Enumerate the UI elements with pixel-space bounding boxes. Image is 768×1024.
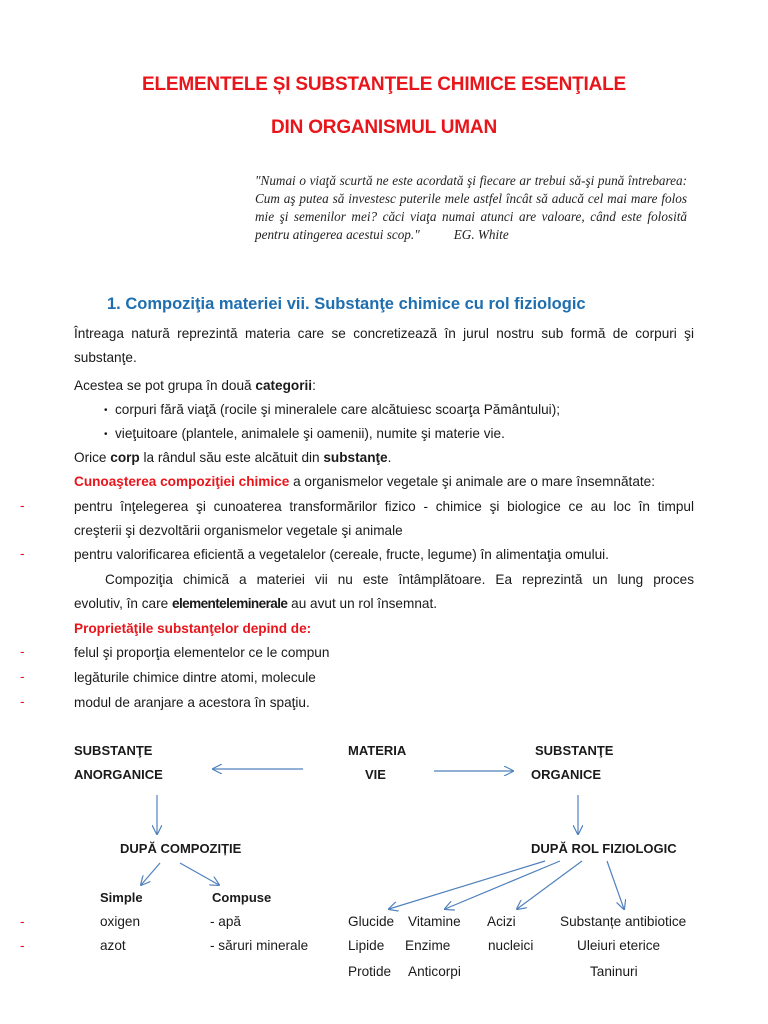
body-bold-corp: corp <box>110 450 140 465</box>
compound-header: Compuse <box>212 890 272 905</box>
composition-text: au avut un rol însemnat. <box>287 596 437 611</box>
section-heading: 1. Compoziţia materiei vii. Substanţe chimice cu rol fiziologic <box>107 295 586 313</box>
categories-colon: : <box>312 378 316 393</box>
importance-item: pentru valorificarea eficientă a vegetalelor (cereale, fructe, legume) în alimentaţia omului. <box>74 547 609 562</box>
arrow-role-glucide <box>389 861 545 909</box>
properties-heading: Proprietăţile substanţelor depind de: <box>74 621 312 636</box>
simple-item: azot <box>100 938 126 953</box>
body-text: . <box>387 450 392 465</box>
composition-text: evolutiv, în care <box>74 596 172 611</box>
arrow-role-vitamine <box>445 861 560 909</box>
organic-item: Enzime <box>405 938 451 953</box>
composition-bold: elementeleminerale <box>171 596 288 611</box>
node-living-matter-line1: MATERIA <box>348 743 407 758</box>
simple-item: oxigen <box>100 914 141 929</box>
dash-marker: - <box>20 938 25 953</box>
intro-line1: Întreaga natură reprezintă materia care se concretizează în jurul nostru sub formă de corpuri şi <box>74 326 694 341</box>
knowledge-text: a organismelor vegetale şi animale are o mare însemnătate: <box>289 474 656 489</box>
importance-line: creşterii şi dezvoltării organismelor vegetale şi animale <box>74 523 403 538</box>
organic-item: Vitamine <box>408 914 461 929</box>
organic-item: Substanțe antibiotice <box>560 914 687 929</box>
organic-item: nucleici <box>488 938 534 953</box>
categories-text: Acestea se pot grupa în două <box>74 378 256 393</box>
node-organic-line2: ORGANICE <box>531 767 602 782</box>
organic-item: Lipide <box>348 938 385 953</box>
arrow-role-acizi <box>517 861 582 909</box>
arrow-role-antibiotice <box>607 861 624 909</box>
node-by-physiological-role: DUPĂ ROL FIZIOLOGIC <box>531 841 677 856</box>
quote-text: "Numai o viaţă scurtă ne este acordată şi fiecare ar trebui să-şi pună întrebarea: Cum aş putea să investesc puterile mele astfel încât să aducă cel mai mare folos mie şi semenilor mei? căci viaţa numai atunci are valoare, când este folosită pentru atingerea acestui scop." <box>255 173 687 242</box>
arrow-composition-simple <box>141 863 160 885</box>
organic-item: Taninuri <box>590 964 638 979</box>
simple-header: Simple <box>100 890 143 905</box>
bullet-item: corpuri fără viaţă (rocile şi mineralele care alcătuiesc scoarţa Pământului); <box>115 402 561 417</box>
bullet-icon: • <box>104 429 108 440</box>
dash-marker: - <box>20 669 25 684</box>
dash-marker: - <box>20 498 25 513</box>
importance-line: pentru înţelegerea şi cunoaterea transformărilor fizico - chimice şi biologice ce au loc în timpul <box>74 499 694 514</box>
dash-marker: - <box>20 644 25 659</box>
quote-author: EG. White <box>453 227 509 242</box>
organic-item: Glucide <box>348 914 395 929</box>
knowledge-highlight: Cunoaşterea compoziţiei chimice <box>74 474 290 489</box>
property-item: legăturile chimice dintre atomi, molecule <box>74 670 316 685</box>
organic-item: Uleiuri eterice <box>577 938 661 953</box>
compound-item: - săruri minerale <box>210 938 309 953</box>
organic-item: Acizi <box>487 914 516 929</box>
document-title-line2: DIN ORGANISMUL UMAN <box>271 117 497 138</box>
dash-marker: - <box>20 914 25 929</box>
compound-item: - apă <box>210 914 241 929</box>
bullet-icon: • <box>104 405 108 416</box>
node-by-composition: DUPĂ COMPOZIȚIE <box>120 841 242 856</box>
categories-bold: categorii <box>255 378 313 393</box>
body-bold-substante: substanţe <box>323 450 388 465</box>
body-text: la rândul său este alcătuit din <box>139 450 324 465</box>
organic-item: Anticorpi <box>408 964 461 979</box>
arrow-composition-compound <box>180 863 219 885</box>
body-text: Orice <box>74 450 111 465</box>
composition-line1: Compoziţia chimică a materiei vii nu este întâmplătoare. Ea reprezintă un lung proces <box>105 572 694 587</box>
node-living-matter-line2: VIE <box>365 767 386 782</box>
node-inorganic-line2: ANORGANICE <box>74 767 163 782</box>
document-title-line1: ELEMENTELE ȘI SUBSTANŢELE CHIMICE ESENŢIALE <box>141 74 627 95</box>
dash-marker: - <box>20 546 25 561</box>
bullet-item: vieţuitoare (plantele, animalele şi oamenii), numite şi materie vie. <box>115 426 505 441</box>
property-item: felul şi proporţia elementelor ce le compun <box>74 645 330 660</box>
property-item: modul de aranjare a acestora în spaţiu. <box>74 695 310 710</box>
node-inorganic-line1: SUBSTANŢE <box>74 743 153 758</box>
node-organic-line1: SUBSTANŢE <box>535 743 614 758</box>
intro-line2: substanţe. <box>74 350 137 365</box>
dash-marker: - <box>20 694 25 709</box>
organic-item: Protide <box>348 964 392 979</box>
